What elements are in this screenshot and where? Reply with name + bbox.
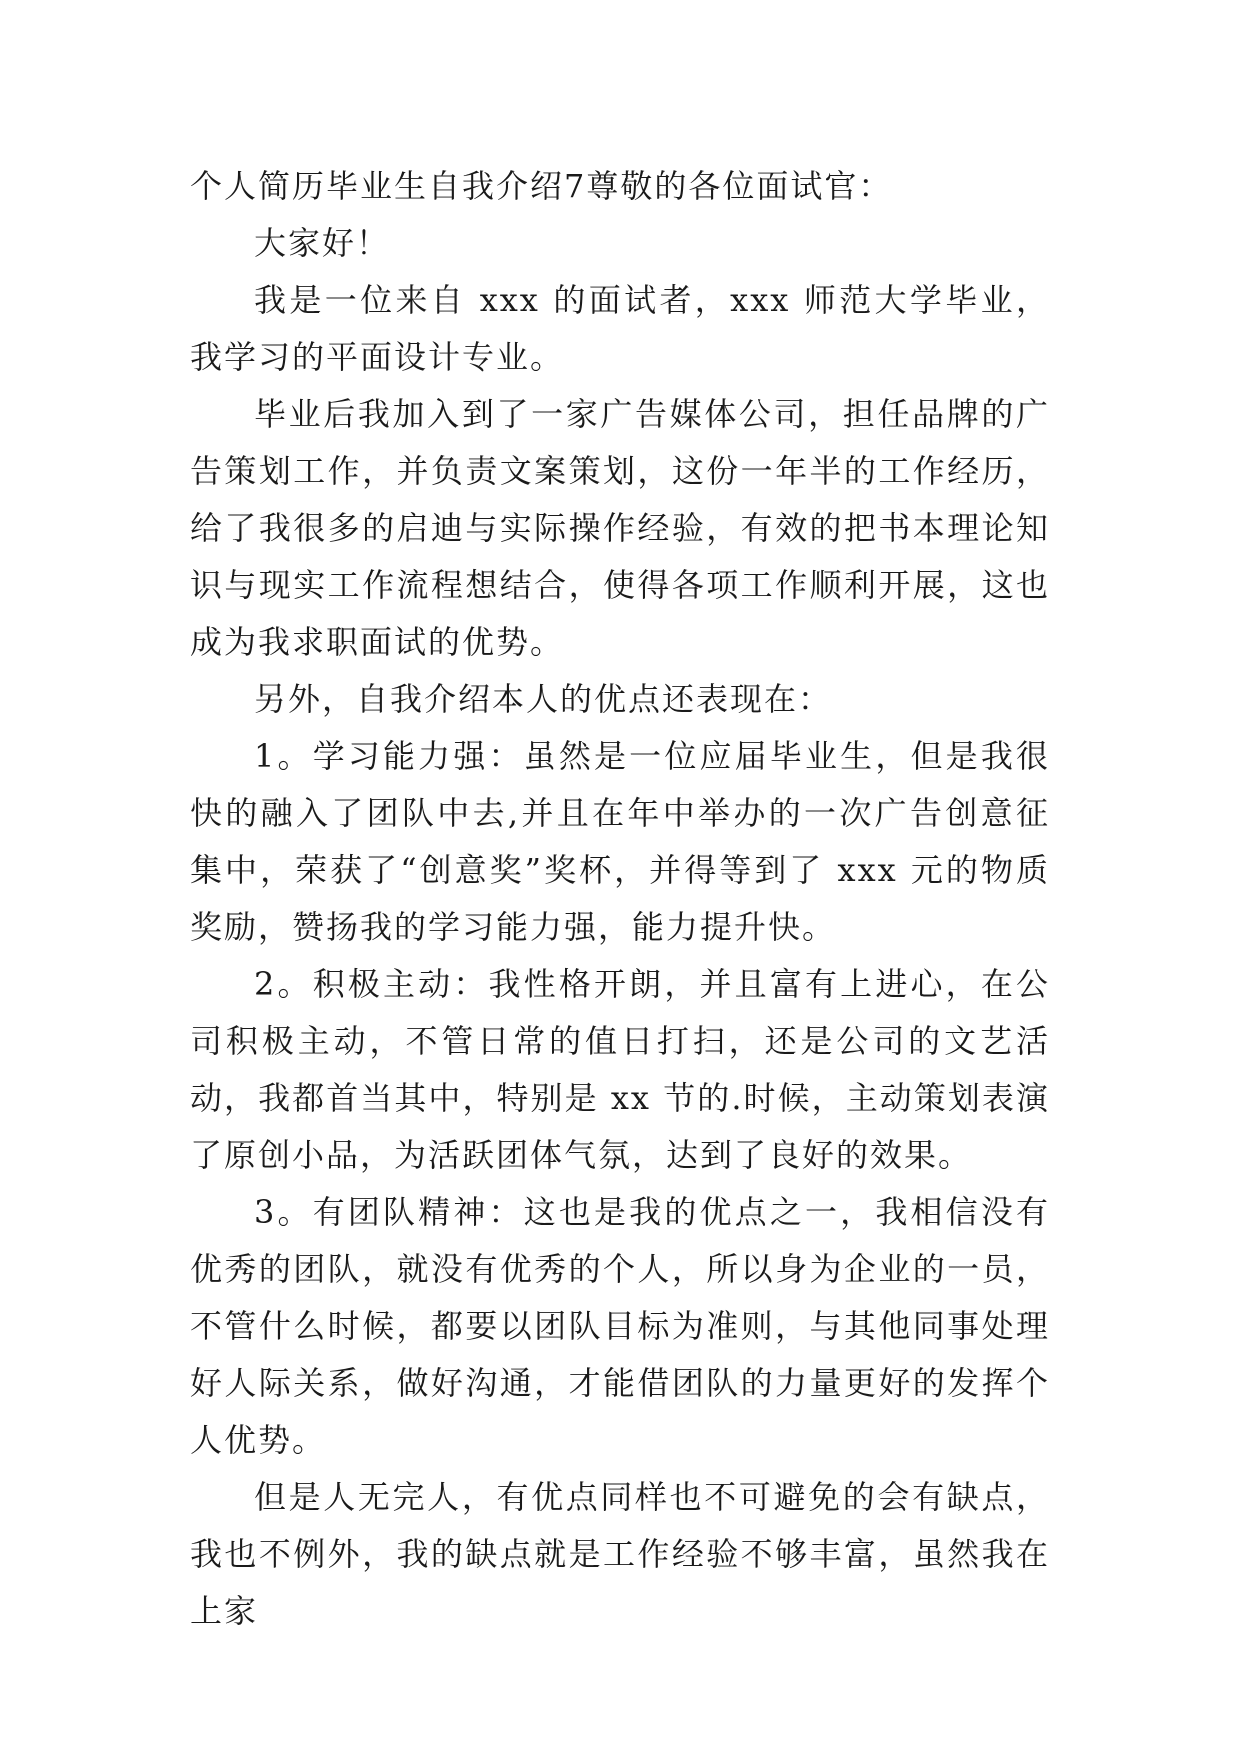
paragraph-greeting: 大家好！ (254, 224, 391, 262)
paragraph-strength-3: 3。有团队精神：这也是我的优点之一，我相信没有优秀的团队，就没有优秀的个人，所以身为企业的一员，不管什么时候，都要以团队目标为准则，与其他同事处理好人际关系，做好沟通，才能借团队的力量更好的发挥个人优势。 (190, 1193, 1050, 1459)
paragraph-weakness: 但是人无完人，有优点同样也不可避免的会有缺点，我也不例外，我的缺点就是工作经验不够丰富，虽然我在上家 (190, 1478, 1050, 1630)
paragraph-strength-2: 2。积极主动：我性格开朗，并且富有上进心，在公司积极主动，不管日常的值日打扫，还是公司的文艺活动，我都首当其中，特别是 xx 节的.时候，主动策划表演了原创小品，为活跃团体气氛，达到了良好的效果。 (190, 965, 1050, 1174)
paragraph-title-line: 个人简历毕业生自我介绍7尊敬的各位面试官： (190, 167, 893, 205)
paragraph-strengths-lead: 另外，自我介绍本人的优点还表现在： (254, 680, 833, 718)
paragraph-strength-1: 1。学习能力强：虽然是一位应届毕业生，但是我很快的融入了团队中去,并且在年中举办的一次广告创意征集中，荣获了“创意奖”奖杯，并得等到了 xxx 元的物质奖励，赞扬我的学习能力强，能力提升快。 (190, 737, 1050, 946)
document-body (190, 158, 1050, 1640)
paragraph-intro: 我是一位来自 xxx 的面试者，xxx 师范大学毕业，我学习的平面设计专业。 (190, 281, 1050, 376)
paragraph-work-experience: 毕业后我加入到了一家广告媒体公司，担任品牌的广告策划工作，并负责文案策划，这份一年半的工作经历，给了我很多的启迪与实际操作经验，有效的把书本理论知识与现实工作流程想结合，使得各项工作顺利开展，这也成为我求职面试的优势。 (190, 395, 1050, 661)
